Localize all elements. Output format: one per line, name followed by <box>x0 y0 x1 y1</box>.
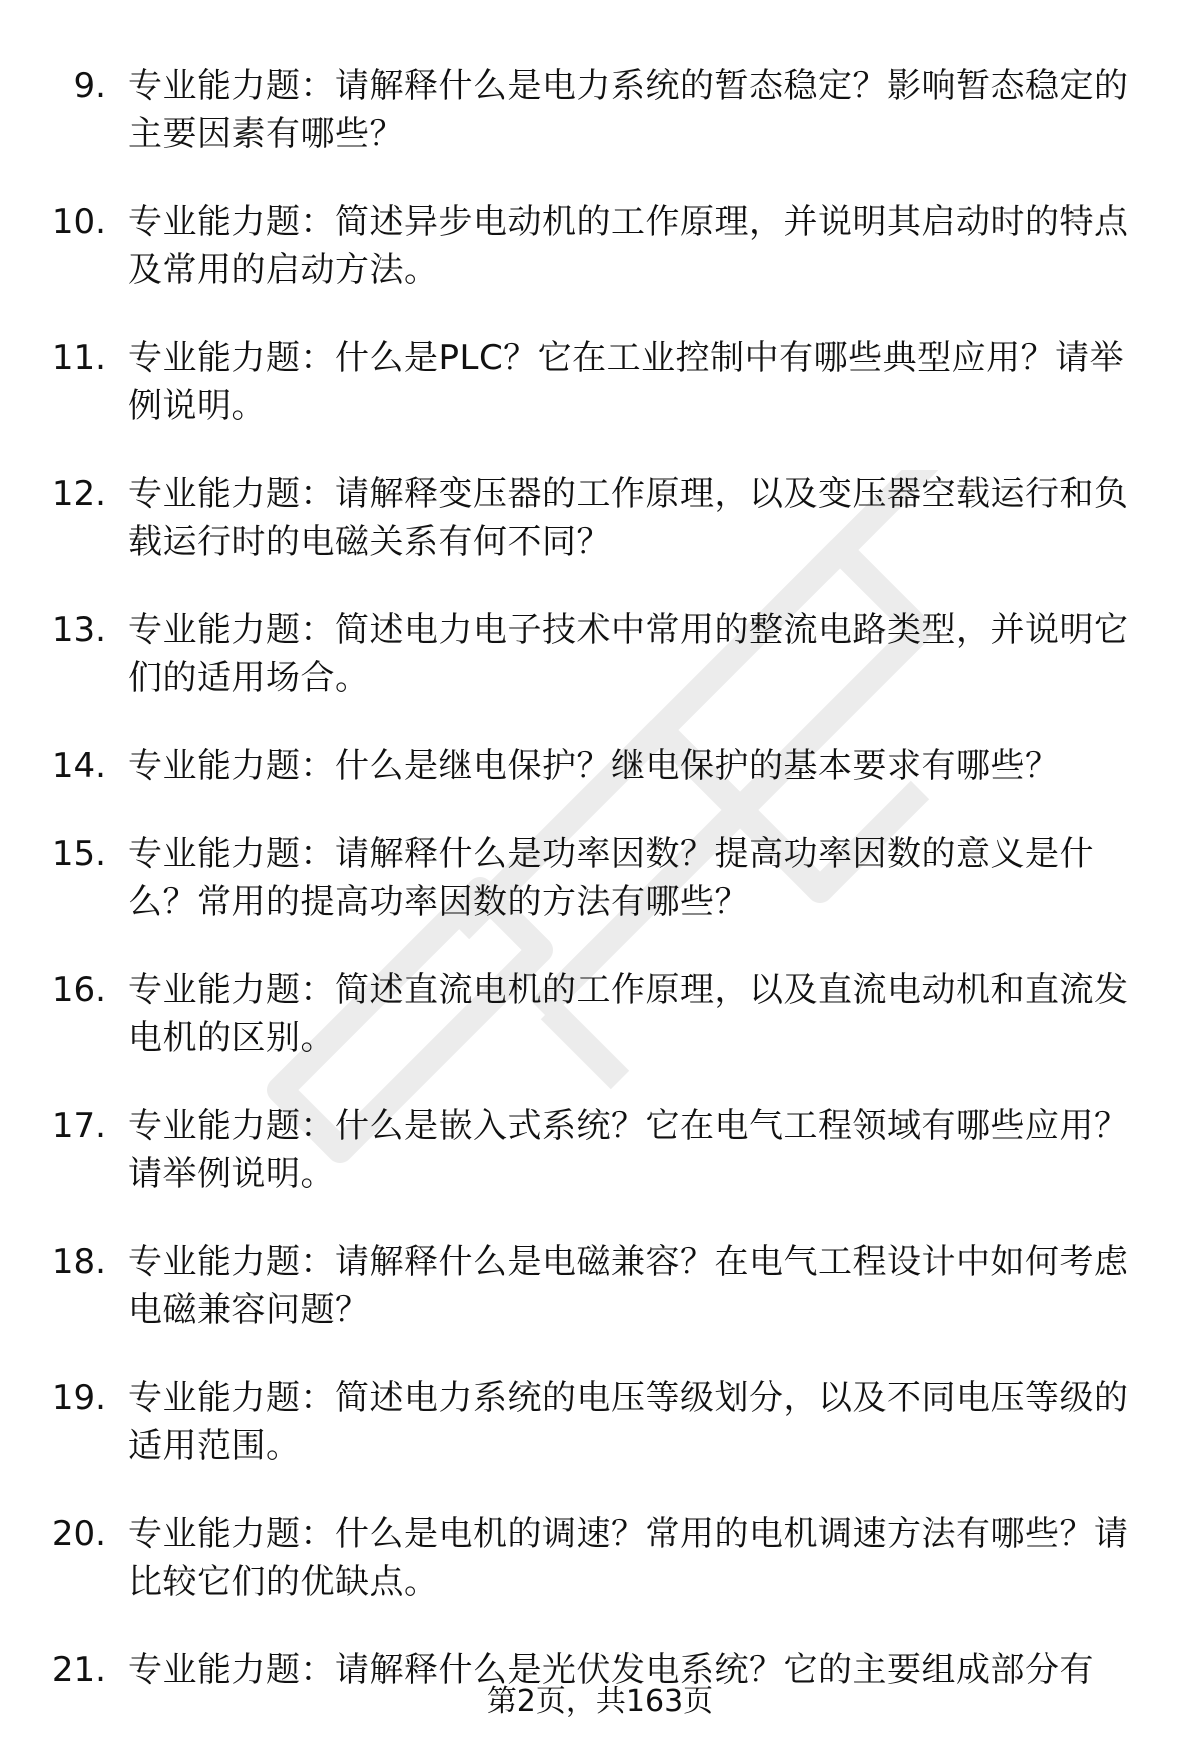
list-item <box>0 1238 1200 1334</box>
question-text: 专业能力题：简述电力电子技术中常用的整流电路类型，并说明它们的适用场合。 <box>128 610 1129 698</box>
question-text: 专业能力题：请解释变压器的工作原理，以及变压器空载运行和负载运行时的电磁关系有何不同？ <box>128 474 1129 562</box>
question-number: 17. <box>51 1106 106 1146</box>
question-text: 专业能力题：什么是PLC？它在工业控制中有哪些典型应用？请举例说明。 <box>128 338 1125 426</box>
list-item <box>0 606 1200 702</box>
question-text: 专业能力题：简述直流电机的工作原理，以及直流电动机和直流发电机的区别。 <box>128 970 1129 1058</box>
list-item <box>0 470 1200 566</box>
list-item <box>0 966 1200 1062</box>
list-item <box>0 1374 1200 1470</box>
question-number: 10. <box>51 202 106 242</box>
list-item <box>0 830 1200 926</box>
question-number: 20. <box>51 1514 106 1554</box>
question-text: 专业能力题：什么是电机的调速？常用的电机调速方法有哪些？请比较它们的优缺点。 <box>128 1514 1129 1602</box>
question-number: 14. <box>51 746 106 786</box>
question-number: 16. <box>51 970 106 1010</box>
question-text: 专业能力题：什么是继电保护？继电保护的基本要求有哪些？ <box>128 746 1060 786</box>
list-item <box>0 62 1200 158</box>
question-number: 15. <box>51 834 106 874</box>
question-number: 19. <box>51 1378 106 1418</box>
question-text: 专业能力题：什么是嵌入式系统？它在电气工程领域有哪些应用？请举例说明。 <box>128 1106 1129 1194</box>
question-number: 21. <box>51 1650 106 1690</box>
list-item <box>0 198 1200 294</box>
question-text: 专业能力题：请解释什么是功率因数？提高功率因数的意义是什么？常用的提高功率因数的方法有哪些？ <box>128 834 1094 922</box>
question-text: 专业能力题：请解释什么是电力系统的暂态稳定？影响暂态稳定的主要因素有哪些？ <box>128 66 1129 154</box>
question-number: 11. <box>51 338 106 378</box>
question-text: 专业能力题：简述电力系统的电压等级划分，以及不同电压等级的适用范围。 <box>128 1378 1129 1466</box>
list-item <box>0 1102 1200 1198</box>
question-number: 13. <box>51 610 106 650</box>
question-number: 12. <box>51 474 106 514</box>
question-list <box>0 62 1200 1734</box>
question-number: 9. <box>73 66 106 106</box>
question-text: 专业能力题：请解释什么是光伏发电系统？它的主要组成部分有 <box>128 1650 1094 1690</box>
list-item <box>0 1510 1200 1606</box>
question-text: 专业能力题：简述异步电动机的工作原理，并说明其启动时的特点及常用的启动方法。 <box>128 202 1129 290</box>
question-number: 18. <box>51 1242 106 1282</box>
list-item <box>0 742 1200 790</box>
page-number: 第2页，共163页 <box>486 1684 714 1719</box>
list-item <box>0 334 1200 430</box>
question-text: 专业能力题：请解释什么是电磁兼容？在电气工程设计中如何考虑电磁兼容问题？ <box>128 1242 1129 1330</box>
